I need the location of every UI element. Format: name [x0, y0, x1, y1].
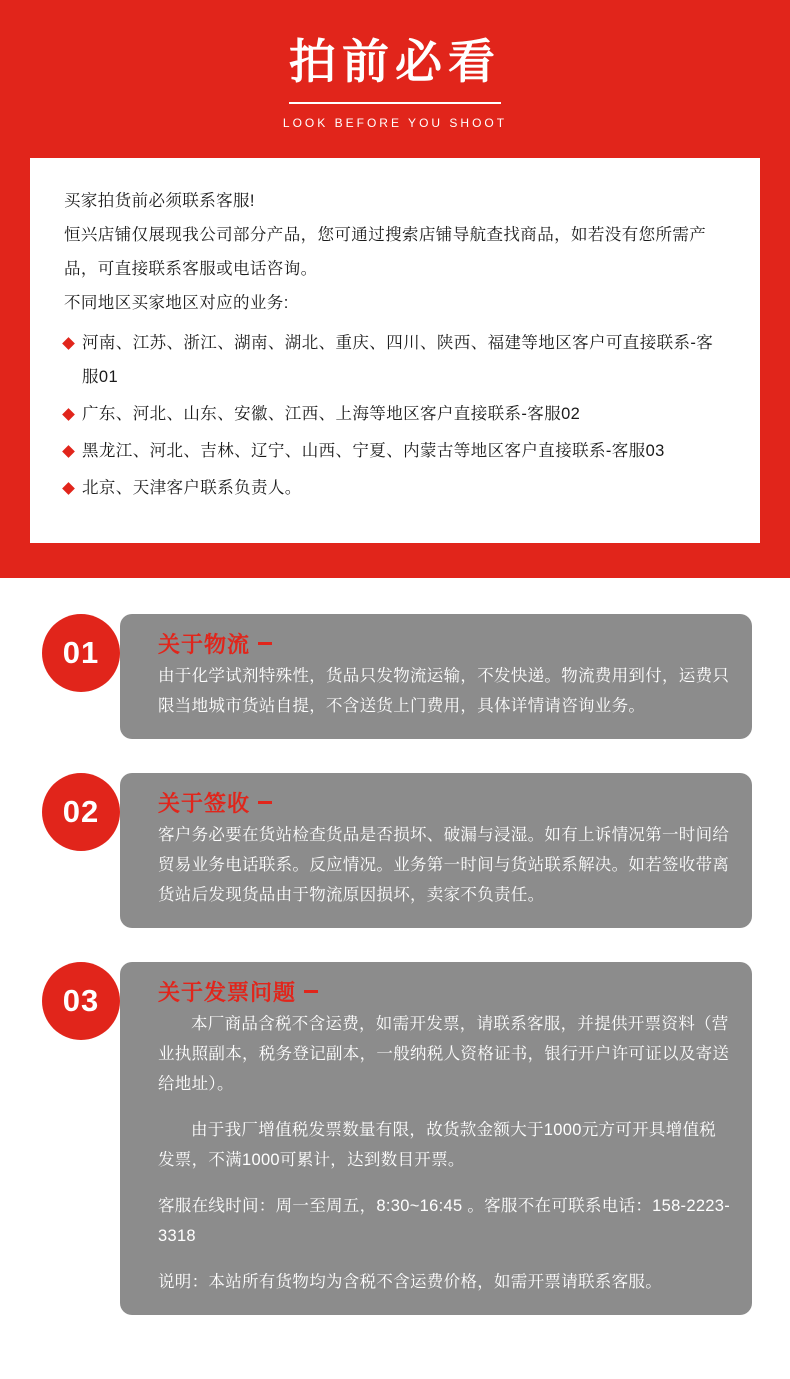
- section-title-row: [158, 976, 732, 1007]
- title-dash-icon: [258, 801, 272, 804]
- notice-card: [30, 158, 760, 543]
- section-paragraph: 由于化学试剂特殊性，货品只发物流运输，不发快递。物流费用到付，运费只限当地城市货站自提，不含送货上门费用，具体详情请咨询业务。: [158, 667, 730, 715]
- region-bullet-text: 广东、河北、山东、安徽、江西、上海等地区客户直接联系-客服02: [82, 405, 581, 423]
- section-title-row: [158, 787, 732, 818]
- section-receiving: [0, 773, 790, 928]
- notice-line-1: 买家拍货前必须联系客服!: [64, 192, 255, 210]
- section-paragraph: 客户务必要在货站检查货品是否损坏、破漏与浸湿。如有上诉情况第一时间给贸易业务电话联系。反应情况。业务第一时间与货站联系解决。如若签收带离货站后发现货品由于物流原因损坏，卖家不负责任。: [158, 826, 730, 904]
- banner-subtitle: LOOK BEFORE YOU SHOOT: [282, 116, 508, 131]
- banner-divider: [289, 102, 501, 104]
- section-number-badge: 01: [42, 614, 120, 692]
- list-item: [64, 326, 726, 394]
- region-bullet-text: 北京、天津客户联系负责人。: [82, 479, 302, 497]
- section-panel: [120, 962, 752, 1315]
- section-number-badge: 03: [42, 962, 120, 1040]
- section-paragraph: 由于我厂增值税发票数量有限，故货款金额大于1000元方可开具增值税发票，不满1000可累计，达到数目开票。: [158, 1121, 717, 1169]
- list-item: [64, 397, 726, 431]
- section-panel: [120, 614, 752, 739]
- region-bullet-list: [64, 326, 726, 505]
- diamond-bullet-icon: [62, 408, 75, 421]
- list-item: [64, 434, 726, 468]
- info-sections: [0, 578, 790, 1379]
- diamond-bullet-icon: [62, 445, 75, 458]
- diamond-bullet-icon: [62, 482, 75, 495]
- top-banner: [0, 0, 790, 578]
- section-title: 关于物流: [158, 632, 251, 657]
- section-title-row: [158, 628, 732, 659]
- section-panel: [120, 773, 752, 928]
- section-number-badge: 02: [42, 773, 120, 851]
- region-bullet-text: 河南、江苏、浙江、湖南、湖北、重庆、四川、陕西、福建等地区客户可直接联系-客服01: [82, 334, 714, 386]
- diamond-bullet-icon: [62, 337, 75, 350]
- banner-title: 拍前必看: [289, 35, 501, 88]
- section-title: 关于签收: [158, 791, 251, 816]
- section-logistics: [0, 614, 790, 739]
- section-paragraph: 本厂商品含税不含运费，如需开发票，请联系客服，并提供开票资料（营业执照副本，税务登记副本，一般纳税人资格证书，银行开户许可证以及寄送给地址）。: [158, 1015, 730, 1093]
- section-service-hours: 客服在线时间：周一至周五，8:30~16:45 。客服不在可联系电话：158-2223-3318: [158, 1197, 731, 1245]
- title-dash-icon: [304, 990, 318, 993]
- region-bullet-text: 黑龙江、河北、吉林、辽宁、山西、宁夏、内蒙古等地区客户直接联系-客服03: [82, 442, 665, 460]
- list-item: [64, 471, 726, 505]
- notice-line-3: 不同地区买家地区对应的业务:: [64, 294, 289, 312]
- title-dash-icon: [258, 642, 272, 645]
- section-title: 关于发票问题: [158, 980, 297, 1005]
- notice-line-2: 恒兴店铺仅展现我公司部分产品，您可通过搜索店铺导航查找商品，如若没有您所需产品，可直接联系客服或电话咨询。: [64, 226, 707, 278]
- section-note: 说明：本站所有货物均为含税不含运费价格，如需开票请联系客服。: [158, 1273, 662, 1291]
- section-invoice: [0, 962, 790, 1315]
